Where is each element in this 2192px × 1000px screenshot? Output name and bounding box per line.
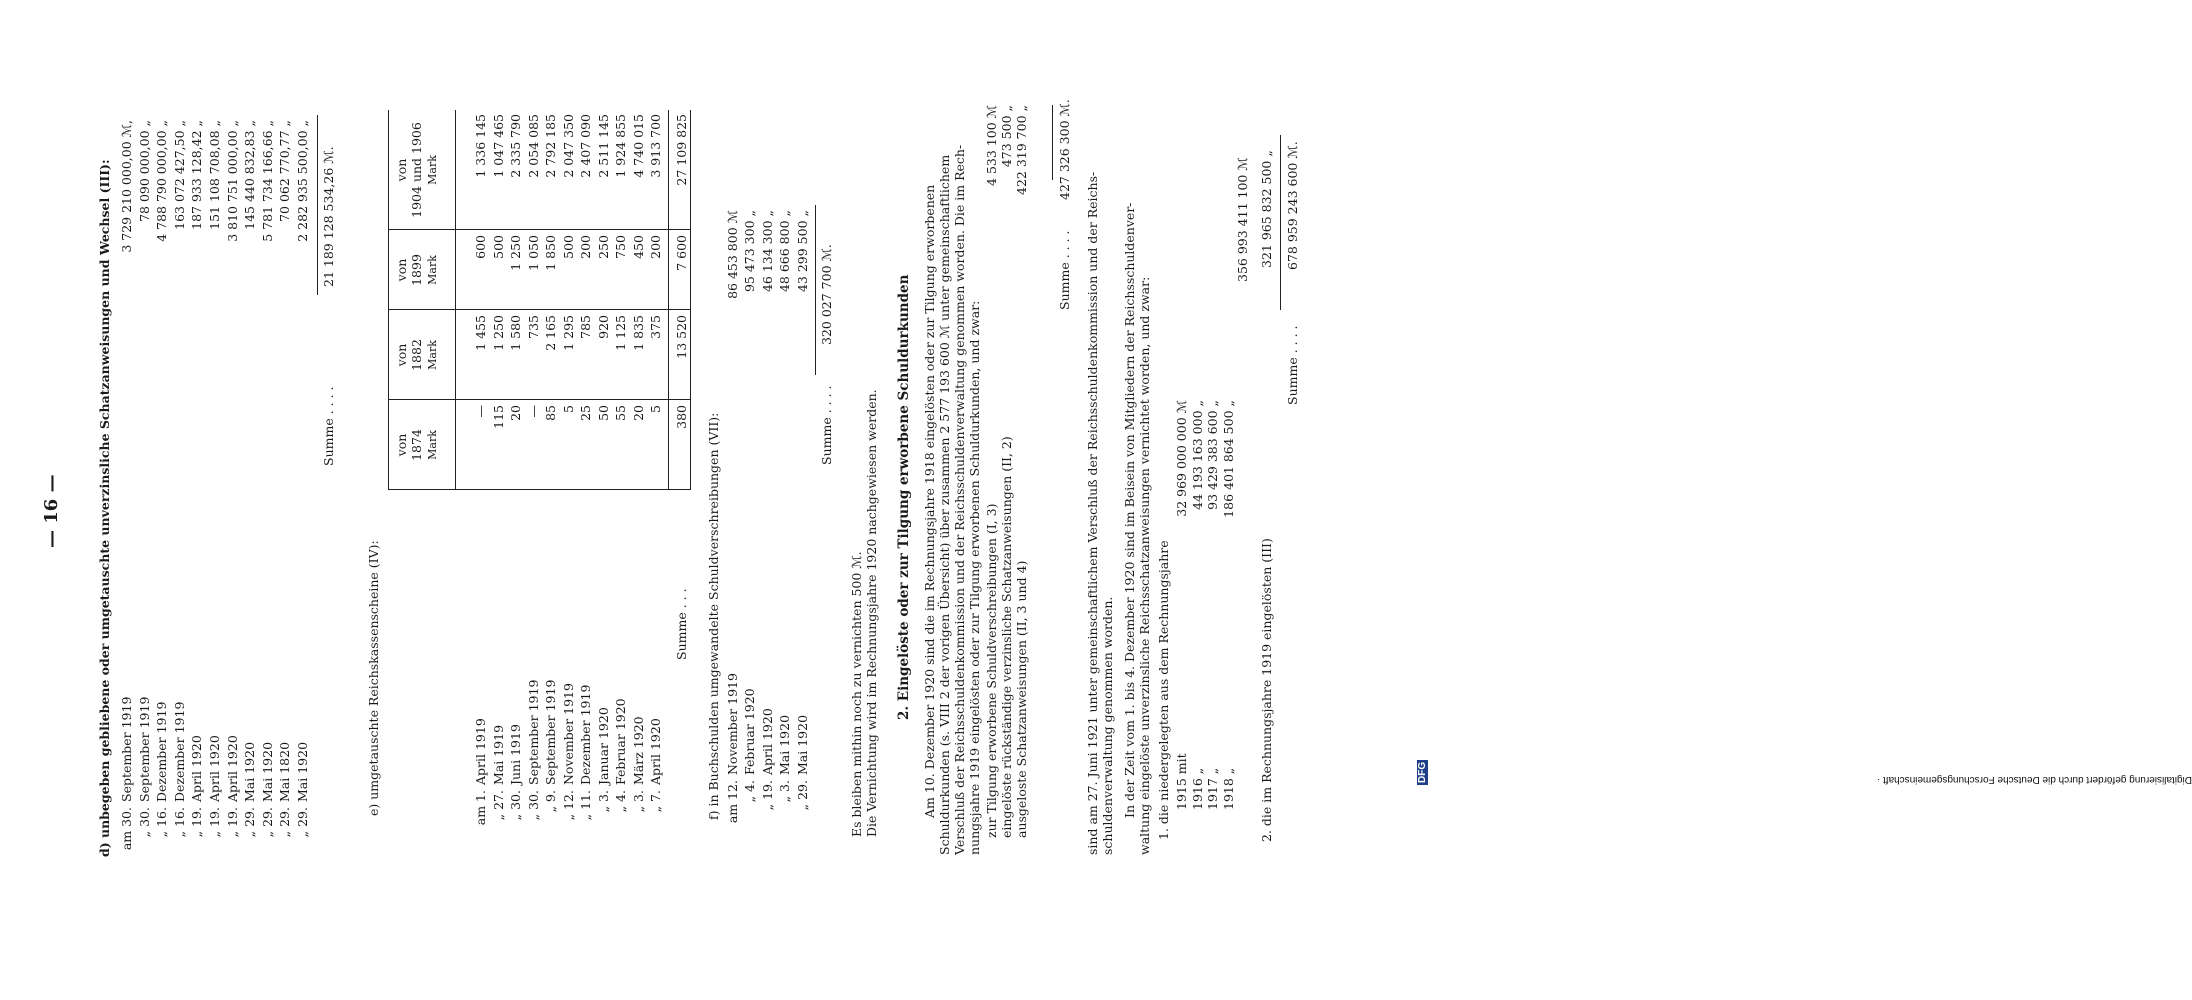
section-d-sum-label: Summe . . . . (321, 386, 336, 466)
list-item-year: 1917 „ (1205, 767, 1220, 810)
table-cell: 920 (595, 315, 611, 339)
table-row-prefix: „ 29. (794, 780, 810, 811)
table-cell: 2 165 (543, 315, 558, 351)
list-item-amount: 44 193 163 000 „ (1189, 400, 1205, 510)
table-cell: 50 (595, 405, 611, 421)
section-2-list-1: 1. die niedergelegten aus dem Rechnungsjahre (1156, 540, 1171, 840)
page-number: — 16 — (41, 474, 62, 548)
table-row-date: Mai 1920 (295, 741, 310, 802)
table-row-prefix: „ 3. (630, 790, 646, 813)
table-row-prefix: „ 4. (742, 780, 758, 803)
section-2-items-sum-label: Summe . . . . (1057, 230, 1072, 310)
table-row-date: Mai 1920 (794, 714, 810, 775)
section-e-sum-c2: 13 520 (674, 315, 689, 359)
table-row-date: September 1919 (525, 679, 541, 785)
list-item-amount: 473 500 „ (999, 105, 1014, 168)
list-item-year: 1916 „ (1189, 767, 1205, 810)
table-cell: 115 (490, 405, 506, 429)
table-row-amount: 43 299 500 „ (794, 210, 810, 293)
table-row-date: September 1919 (119, 696, 134, 802)
table-row-amount: 151 108 708,08 „ (207, 120, 222, 230)
table-row-date: April 1920 (189, 735, 205, 802)
column-header-line1: von (394, 433, 409, 457)
paragraph-line: sind am 27. Juni 1921 unter gemeinschaftlichem Verschluß der Reichsschuldenkommission und der Reichs- (1085, 171, 1100, 855)
table-row-date: Juni 1919 (508, 724, 523, 785)
list-item-amount: 422 319 700 „ (1014, 105, 1029, 195)
table-row-date: Mai 1920 (777, 714, 793, 775)
table-cell: 450 (630, 235, 646, 259)
section-d-sum: 21 189 128 534,26 ℳ. (321, 146, 336, 287)
table-row-amount: 78 090 000,00 „ (136, 120, 152, 222)
list-item-amount: 93 429 383 600 „ (1205, 400, 1220, 510)
table-cell: 2 407 090 (578, 114, 593, 178)
table-row-prefix: „ 29. (277, 807, 293, 838)
table-cell: 500 (490, 235, 506, 259)
table-row-date: April 1919 (473, 718, 488, 785)
section-f-sum: 320 027 700 ℳ. (819, 244, 834, 345)
table-row-date: Dezember 1919 (171, 701, 187, 802)
section-f-title: f) in Buchschulden umgewandelte Schuldverschreibungen (VII): (706, 412, 721, 820)
table-row-prefix: „ 11. (578, 790, 593, 821)
paragraph-line: waltung eingelöste unverzinsliche Reichsschatzanweisungen vernichtet worden, und zwar: (1137, 276, 1152, 855)
column-header-line2: 1874 (409, 429, 424, 461)
table-row-amount: 48 666 800 „ (777, 210, 793, 293)
list-item-year: 1918 „ (1220, 767, 1236, 810)
table-row-prefix: „ 19. (189, 807, 205, 838)
paragraph-line: Verschluß der Reichsschuldenkommission und der Reichsschuldenverwaltung genommen worden. Die im Rech- (952, 144, 967, 855)
table-row-prefix: „ 30. (508, 790, 523, 821)
paragraph-line: Am 10. Dezember 1920 sind die im Rechnungsjahre 1918 eingelösten oder zur Tilgung erworbenen (922, 184, 937, 818)
table-cell: 2 047 350 (560, 114, 576, 178)
column-header-line2: 1904 und 1906 (409, 122, 424, 218)
list-item-label: eingelöste rückständige verzinsliche Schatzanweisungen (II, 2) (999, 436, 1014, 838)
section-2-final-rule (1280, 135, 1281, 310)
column-header-line2: 1882 (409, 339, 424, 371)
table-cell: 5 (560, 405, 576, 413)
section-e-sum-c3: 7 600 (674, 235, 689, 271)
section-e-title: e) umgetauschte Reichskassenscheine (IV): (366, 540, 381, 816)
table-cell: 20 (630, 405, 646, 421)
table-cell: 1 250 (508, 235, 523, 271)
section-2-items-sum: 427 326 300 ℳ. (1057, 99, 1072, 200)
table-cell: 4 740 015 (630, 114, 646, 178)
section-e-sum-label: Summe . . . (674, 588, 689, 660)
table-row-prefix: „ 16. (154, 807, 170, 838)
table-row-prefix: „ 27. (490, 790, 506, 821)
table-row-amount: 46 134 300 „ (759, 210, 775, 293)
column-header-unit: Mark (426, 340, 439, 370)
table-row-date: April 1920 (648, 718, 663, 785)
table-cell: — (473, 405, 488, 418)
table-cell: 55 (613, 405, 628, 421)
table-cell: 1 850 (543, 235, 558, 271)
table-row-amount: 3 729 210 000,00 ℳ, (119, 120, 134, 253)
table-row-date: März 1920 (630, 716, 646, 785)
list-item-label: zur Tilgung erworbene Schuldverschreibungen (I, 3) (984, 503, 999, 838)
table-row-date: April 1920 (207, 735, 222, 802)
table-cell: 20 (508, 405, 523, 421)
column-header-line2: 1899 (409, 254, 424, 286)
table-row-prefix: „ 3. (777, 780, 793, 803)
table-row-date: November 1919 (560, 683, 576, 785)
table-row-prefix: „ 19. (759, 780, 775, 811)
list-item-amount: 32 969 000 000 ℳ (1174, 400, 1189, 517)
table-cell: 200 (648, 235, 663, 259)
table-row-amount: 145 440 832,83 „ (242, 120, 258, 230)
table-row-amount: 4 788 790 000,00 „ (154, 120, 170, 242)
section-2-final-sum: 678 959 243 600 ℳ. (1285, 141, 1300, 270)
table-row-prefix: „ 30. (136, 807, 152, 838)
table-cell: 785 (578, 315, 593, 339)
section-f-rule (815, 205, 816, 375)
section-f-note-1: Es bleiben mithin noch zu vernichten 500 ℳ. (849, 551, 864, 837)
table-cell: 1 924 855 (613, 114, 628, 178)
table-cell: 2 792 185 (543, 114, 558, 178)
table-cell: 1 047 465 (490, 114, 506, 178)
section-e-sum-c4: 27 109 825 (674, 114, 689, 186)
table-row-date: September 1919 (136, 696, 152, 802)
paragraph-line: Schuldurkunden (s. VIII 2 der vorigen Übersicht) über zusammen 2 577 193 600 ℳ unter gemeinschaftlichem (937, 154, 952, 855)
table-cell: 375 (648, 315, 663, 339)
table-cell: 1 336 145 (473, 114, 488, 178)
list-item-year: 1915 mit (1174, 753, 1189, 810)
section-2-list-2-amount: 321 965 832 500 „ (1259, 150, 1274, 268)
table-row-date: Februar 1920 (613, 698, 628, 785)
table-row-date: Dezember 1919 (154, 701, 170, 802)
table-cell: 500 (560, 235, 576, 259)
table-row-amount: 5 781 734 166,66 „ (259, 120, 275, 242)
table-cell: 200 (578, 235, 593, 259)
column-header-line1: von (394, 343, 409, 367)
table-cell: 5 (648, 405, 663, 413)
section-2-years-total: 356 993 411 100 ℳ (1235, 157, 1250, 282)
table-cell: — (525, 405, 541, 418)
table-row-date: Januar 1920 (595, 707, 611, 785)
table-cell: 2 054 085 (525, 114, 541, 178)
section-2-heading: 2. Eingelöste oder zur Tilgung erworbene Schuldurkunden (896, 274, 912, 720)
table-row-prefix: „ 19. (224, 807, 240, 838)
table-row-prefix: „ 4. (613, 790, 628, 813)
table-row-date: Februar 1920 (742, 688, 758, 775)
table-cell: 3 913 700 (648, 114, 663, 178)
table-cell: 1 125 (613, 315, 628, 351)
column-header-line1: von (394, 158, 409, 182)
table-row-date: Mai 1920 (259, 741, 275, 802)
section-2-items-rule (1052, 105, 1053, 180)
table-cell: 750 (613, 235, 628, 259)
table-row-prefix: „ 30. (525, 790, 541, 821)
table-row-prefix: „ 29. (242, 807, 258, 838)
table-row-date: Mai 1920 (242, 741, 258, 802)
section-f-sum-label: Summe . . . . (819, 385, 834, 465)
section-2-list-2: 2. die im Rechnungsjahre 1919 eingelösten (III) (1259, 538, 1274, 842)
section-d-title: d) unbegeben gebliebene oder umgetauschte unverzinsliche Schatzanweisungen und Wechsel (III): (97, 159, 112, 857)
column-header-unit: Mark (426, 430, 439, 460)
table-row-prefix: „ 16. (171, 807, 187, 838)
table-row-prefix: am 30. (119, 807, 134, 851)
table-cell: 735 (525, 315, 541, 339)
table-row-amount: 70 062 770,77 „ (277, 120, 293, 222)
table-row-date: Mai 1919 (490, 724, 506, 785)
table-row-prefix: „ 29. (259, 807, 275, 838)
dfg-credit (1417, 10, 2192, 785)
table-row-prefix: „ 9. (543, 790, 558, 813)
table-row-prefix: „ 12. (560, 790, 576, 821)
table-cell: 1 295 (560, 315, 576, 351)
table-row-amount: 187 933 128,42 „ (189, 120, 205, 230)
dfg-logo: DFG (1417, 761, 1428, 783)
table-row-prefix: am 12. (725, 780, 740, 824)
column-header-unit: Mark (426, 255, 439, 285)
table-cell: 1 835 (630, 315, 646, 351)
table-cell: 1 455 (473, 315, 488, 351)
table-row-prefix: „ 29. (295, 807, 310, 838)
table-row-date: April 1920 (224, 735, 240, 802)
section-2-final-sum-label: Summe . . . . (1285, 325, 1300, 405)
table-cell: 2 511 145 (595, 114, 611, 178)
table-cell: 1 250 (490, 315, 506, 351)
list-item-label: ausgeloste Schatzanweisungen (II, 3 und 4) (1014, 560, 1029, 838)
table-cell: 85 (543, 405, 558, 421)
table-row-prefix: am 1. (473, 790, 488, 826)
table-row-amount: 86 453 800 ℳ (725, 210, 740, 299)
section-e-sum-c1: 380 (674, 405, 689, 429)
table-cell: 2 335 790 (508, 114, 523, 178)
paragraph-line: In der Zeit vom 1. bis 4. Dezember 1920 sind im Beisein von Mitgliedern der Reichsschuldenver- (1122, 202, 1137, 818)
table-row-date: September 1919 (543, 679, 558, 785)
paragraph-line: nungsjahre 1919 eingelösten oder zur Tilgung erworbenen Schuldurkunden, und zwar: (967, 300, 982, 855)
table-cell: 250 (595, 235, 611, 259)
table-row-amount: 2 282 935 500,00 „ (295, 120, 310, 242)
column-header-line1: von (394, 258, 409, 282)
credit-text: Digitalisierung gefördert durch die Deutsche Forschungsgemeinschaft · (1876, 774, 2192, 785)
table-row-prefix: „ 7. (648, 790, 663, 813)
list-item-amount: 4 533 100 ℳ (984, 105, 999, 186)
section-d-rule (317, 115, 318, 295)
table-row-prefix: „ 3. (595, 790, 611, 813)
table-row-date: Mai 1820 (277, 741, 293, 802)
table-cell: 600 (473, 235, 488, 259)
paragraph-line: schuldenverwaltung genommen worden. (1100, 596, 1115, 855)
table-cell: 25 (578, 405, 593, 421)
table-row-date: November 1919 (725, 673, 740, 775)
table-row-date: April 1920 (759, 708, 775, 775)
column-header-unit: Mark (426, 155, 439, 185)
section-f-note-2: Die Vernichtung wird im Rechnungsjahre 1920 nachgewiesen werden. (864, 389, 879, 837)
table-cell: 1 050 (525, 235, 541, 271)
table-row-amount: 95 473 300 „ (742, 210, 758, 293)
table-cell: 1 580 (508, 315, 523, 351)
list-item-amount: 186 401 864 500 „ (1220, 400, 1236, 518)
table-row-amount: 3 810 751 000,00 „ (224, 120, 240, 242)
table-row-date: Dezember 1919 (578, 684, 593, 785)
table-row-prefix: „ 19. (207, 807, 222, 838)
table-row-amount: 163 072 427,50 „ (171, 120, 187, 230)
